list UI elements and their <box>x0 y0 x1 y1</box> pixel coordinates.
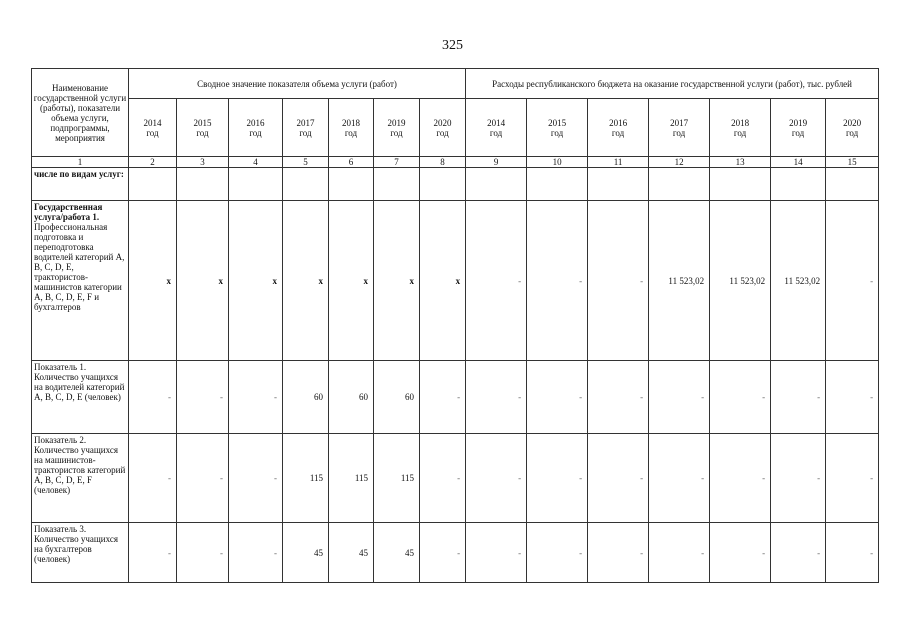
cell: - <box>420 523 466 583</box>
year-cell: 2014 год <box>129 99 177 157</box>
table-row <box>32 523 879 583</box>
cell: - <box>229 361 283 434</box>
year-cell: 2014 год <box>466 99 527 157</box>
column-number: 10 <box>527 157 588 168</box>
column-number: 7 <box>374 157 420 168</box>
year-cell: 2016 год <box>588 99 649 157</box>
year-header-row <box>32 99 879 157</box>
cell: 60 <box>283 361 329 434</box>
cell: - <box>771 361 826 434</box>
year-cell: 2017 год <box>283 99 329 157</box>
cell: - <box>527 201 588 361</box>
cell: - <box>588 523 649 583</box>
cell: - <box>527 434 588 523</box>
page-number: 325 <box>442 38 463 53</box>
cell: - <box>710 361 771 434</box>
column-number: 13 <box>710 157 771 168</box>
cell: - <box>177 523 229 583</box>
year-cell: 2015 год <box>527 99 588 157</box>
table-row <box>32 361 879 434</box>
cell: x <box>420 201 466 361</box>
budget-table <box>31 68 879 583</box>
table-row <box>32 168 879 201</box>
year-cell: 2017 год <box>649 99 710 157</box>
row-label: Показатель 2. Количество учащихся на машинистов-трактористов категорий A, B, C, D, E, F (человек) <box>32 434 129 523</box>
column-number: 12 <box>649 157 710 168</box>
table-row <box>32 434 879 523</box>
column-number: 6 <box>329 157 374 168</box>
year-cell: 2018 год <box>710 99 771 157</box>
cell: - <box>466 201 527 361</box>
row-label: Показатель 3. Количество учащихся на бухгалтеров (человек) <box>32 523 129 583</box>
cell: - <box>826 361 879 434</box>
cell: 11 523,02 <box>710 201 771 361</box>
column-number: 15 <box>826 157 879 168</box>
row-label <box>32 168 129 201</box>
cell: - <box>420 434 466 523</box>
header-group-expenses: Расходы республиканского бюджета на оказание государственной услуги (работ), тыс. рублей <box>466 69 879 99</box>
cell: 115 <box>283 434 329 523</box>
cell: - <box>588 361 649 434</box>
column-number-row <box>32 157 879 168</box>
cell: - <box>588 434 649 523</box>
cell: x <box>177 201 229 361</box>
row-label-text: Профессиональная подготовка и переподготовка водителей категорий A, B, C, D, E, трактористов-машинистов категории A, B, C, D, E, F и бухгалтеров <box>34 222 125 312</box>
year-cell: 2020 год <box>420 99 466 157</box>
cell: - <box>177 361 229 434</box>
cell: 11 523,02 <box>649 201 710 361</box>
column-number: 1 <box>32 157 129 168</box>
cell: 45 <box>374 523 420 583</box>
cell: - <box>771 523 826 583</box>
cell: - <box>466 523 527 583</box>
column-number: 4 <box>229 157 283 168</box>
cell: - <box>826 434 879 523</box>
column-number: 14 <box>771 157 826 168</box>
cell: x <box>283 201 329 361</box>
cell: x <box>229 201 283 361</box>
cell: - <box>420 361 466 434</box>
cell: - <box>229 434 283 523</box>
table-row <box>32 201 879 361</box>
header-group-volume: Сводное значение показателя объема услуги (работ) <box>129 69 466 99</box>
cell: x <box>129 201 177 361</box>
cell: - <box>229 523 283 583</box>
cell: 60 <box>374 361 420 434</box>
column-number: 3 <box>177 157 229 168</box>
year-cell: 2019 год <box>374 99 420 157</box>
cell: - <box>771 434 826 523</box>
row-label-bold: числе по видам услуг: <box>34 169 124 179</box>
cell: x <box>374 201 420 361</box>
cell: - <box>466 434 527 523</box>
cell: - <box>129 434 177 523</box>
row-label <box>32 201 129 361</box>
column-number: 11 <box>588 157 649 168</box>
header-name-column: Наименование государственной услуги (работы), показатели объема услуги, подпрограммы, мероприятия <box>32 69 129 157</box>
cell: 45 <box>283 523 329 583</box>
column-number: 9 <box>466 157 527 168</box>
row-label: Показатель 1. Количество учащихся на водителей категорий A, B, C, D, E (человек) <box>32 361 129 434</box>
cell: x <box>329 201 374 361</box>
cell: - <box>527 523 588 583</box>
cell: - <box>649 523 710 583</box>
cell: 60 <box>329 361 374 434</box>
year-cell: 2016 год <box>229 99 283 157</box>
cell: - <box>129 361 177 434</box>
cell: - <box>710 434 771 523</box>
cell: 115 <box>374 434 420 523</box>
cell: - <box>527 361 588 434</box>
row-label-bold: Государственная услуга/работа 1. <box>34 202 103 222</box>
cell: - <box>649 434 710 523</box>
cell: - <box>826 201 879 361</box>
column-number: 5 <box>283 157 329 168</box>
column-number: 8 <box>420 157 466 168</box>
cell: 45 <box>329 523 374 583</box>
cell: - <box>826 523 879 583</box>
year-cell: 2020 год <box>826 99 879 157</box>
year-cell: 2018 год <box>329 99 374 157</box>
cell: 11 523,02 <box>771 201 826 361</box>
year-cell: 2015 год <box>177 99 229 157</box>
cell: - <box>129 523 177 583</box>
cell: - <box>588 201 649 361</box>
year-cell: 2019 год <box>771 99 826 157</box>
cell: - <box>177 434 229 523</box>
cell: - <box>649 361 710 434</box>
column-number: 2 <box>129 157 177 168</box>
cell: 115 <box>329 434 374 523</box>
cell: - <box>710 523 771 583</box>
cell: - <box>466 361 527 434</box>
